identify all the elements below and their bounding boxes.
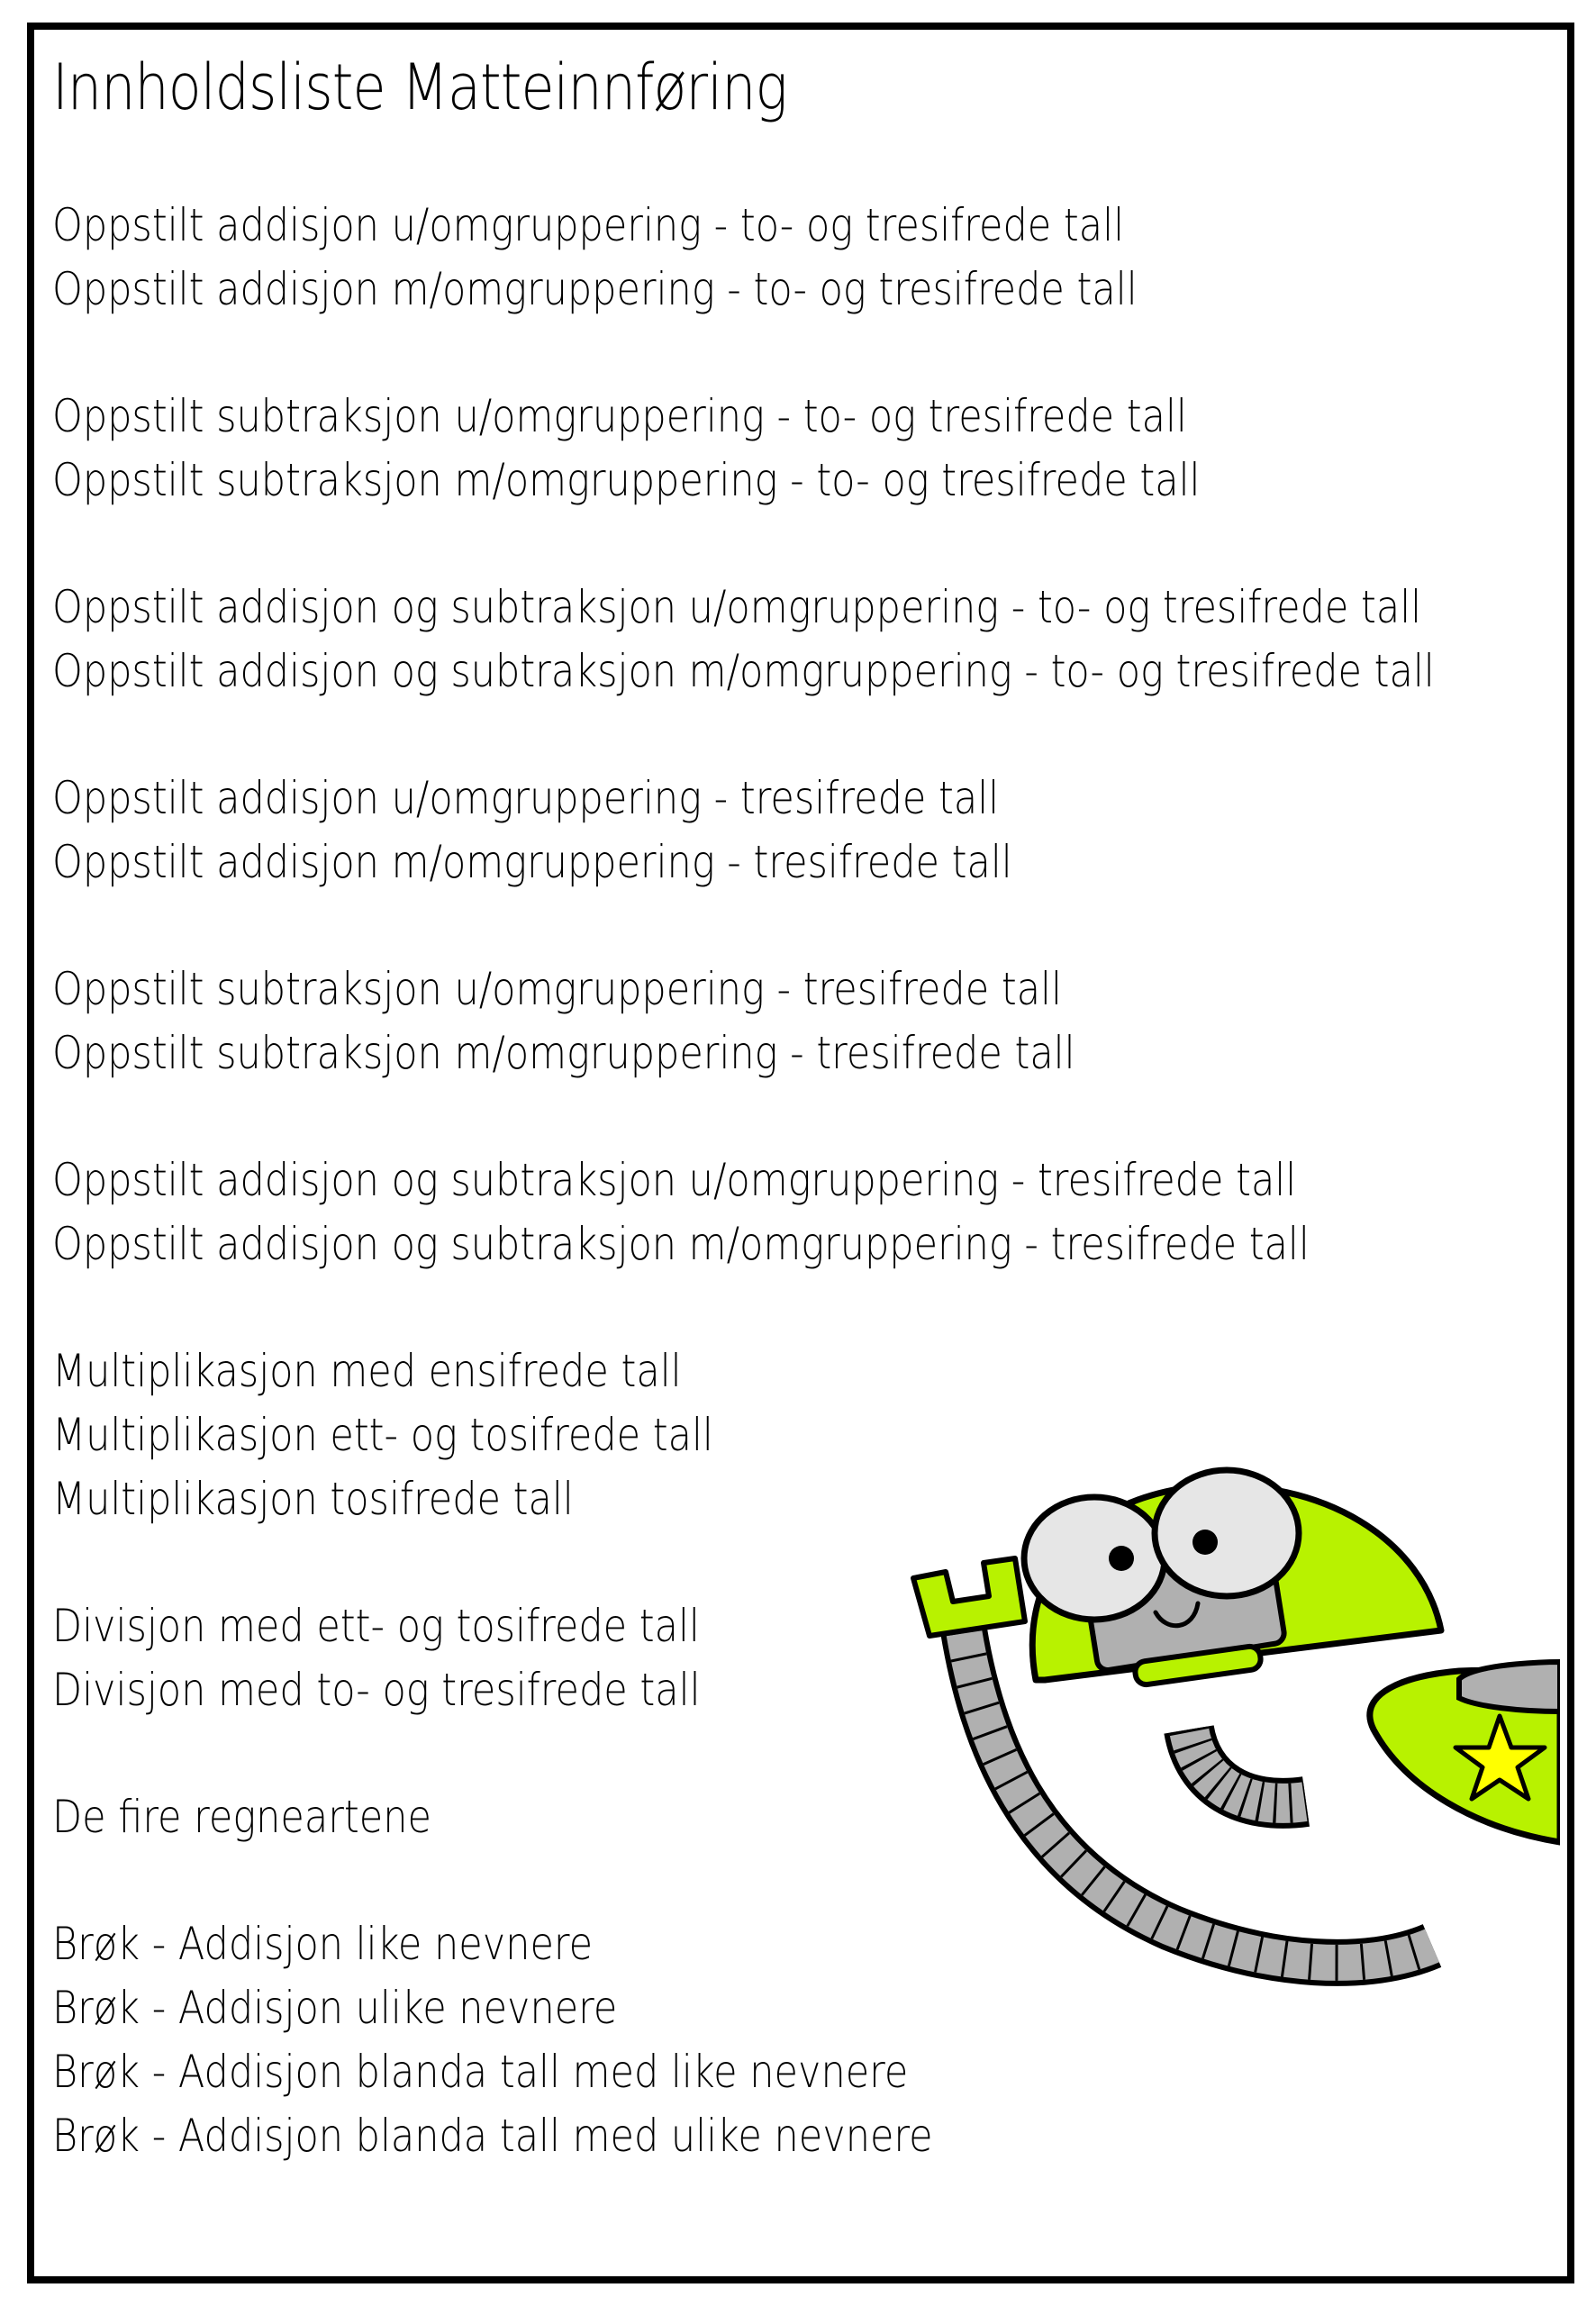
toc-group-addition-3digit bbox=[52, 767, 1596, 894]
toc-group-subtraction-3digit bbox=[52, 958, 1596, 1085]
toc-item: Oppstilt addisjon u/omgruppering - to- og tresifrede tall bbox=[52, 199, 1125, 251]
robot-claw-icon bbox=[913, 1558, 1025, 1636]
robot-left-eye-icon bbox=[1024, 1497, 1165, 1620]
robot-shoulder-joint-icon bbox=[1459, 1662, 1560, 1711]
toc-item: Oppstilt addisjon og subtraksjon m/omgruppering - to- og tresifrede tall bbox=[52, 645, 1435, 697]
toc-item: Oppstilt addisjon m/omgruppering - tresifrede tall bbox=[52, 836, 1012, 888]
toc-item: Oppstilt addisjon og subtraksjon u/omgruppering - tresifrede tall bbox=[52, 1154, 1297, 1206]
toc-item: Oppstilt subtraksjon u/omgruppering - to- og tresifrede tall bbox=[52, 390, 1187, 442]
toc-item: Multiplikasjon med ensifrede tall bbox=[52, 1345, 682, 1397]
robot-left-pupil-icon bbox=[1109, 1546, 1134, 1571]
robot-right-pupil-icon bbox=[1192, 1530, 1218, 1555]
toc-item: Brøk - Addisjon ulike nevnere bbox=[52, 1982, 618, 2034]
robot-right-eye-icon bbox=[1155, 1470, 1299, 1596]
toc-item: Multiplikasjon ett- og tosifrede tall bbox=[52, 1409, 713, 1461]
toc-group-add-sub bbox=[52, 576, 1596, 704]
toc-item: Multiplikasjon tosifrede tall bbox=[52, 1473, 574, 1525]
toc-group-addition bbox=[52, 194, 1596, 322]
toc-item: Brøk - Addisjon blanda tall med like nevnere bbox=[52, 2046, 909, 2098]
toc-group-subtraction bbox=[52, 385, 1596, 513]
toc-item: Oppstilt addisjon u/omgruppering - tresifrede tall bbox=[52, 772, 1000, 824]
toc-group-add-sub-3digit bbox=[52, 1148, 1596, 1276]
toc-item: Oppstilt subtraksjon m/omgruppering - to- og tresifrede tall bbox=[52, 454, 1201, 506]
toc-item: Oppstilt addisjon m/omgruppering - to- og tresifrede tall bbox=[52, 263, 1138, 315]
toc-item: Brøk - Addisjon blanda tall med ulike nevnere bbox=[52, 2110, 933, 2162]
robot-illustration bbox=[901, 1441, 1560, 2270]
toc-item: Oppstilt addisjon og subtraksjon m/omgruppering - tresifrede tall bbox=[52, 1218, 1310, 1270]
page-title: Innholdsliste Matteinnføring bbox=[52, 50, 787, 124]
toc-item: Divisjon med to- og tresifrede tall bbox=[52, 1664, 701, 1716]
robot-neck-hose-icon bbox=[1189, 1730, 1306, 1803]
toc-item: Oppstilt addisjon og subtraksjon u/omgruppering - to- og tresifrede tall bbox=[52, 581, 1422, 633]
toc-item: Brøk - Addisjon like nevnere bbox=[52, 1918, 594, 1970]
toc-item: Divisjon med ett- og tosifrede tall bbox=[52, 1600, 700, 1652]
toc-item: De fire regneartene bbox=[52, 1791, 431, 1843]
toc-item: Oppstilt subtraksjon m/omgruppering - tresifrede tall bbox=[52, 1027, 1075, 1079]
toc-item: Oppstilt subtraksjon u/omgruppering - tresifrede tall bbox=[52, 963, 1062, 1015]
